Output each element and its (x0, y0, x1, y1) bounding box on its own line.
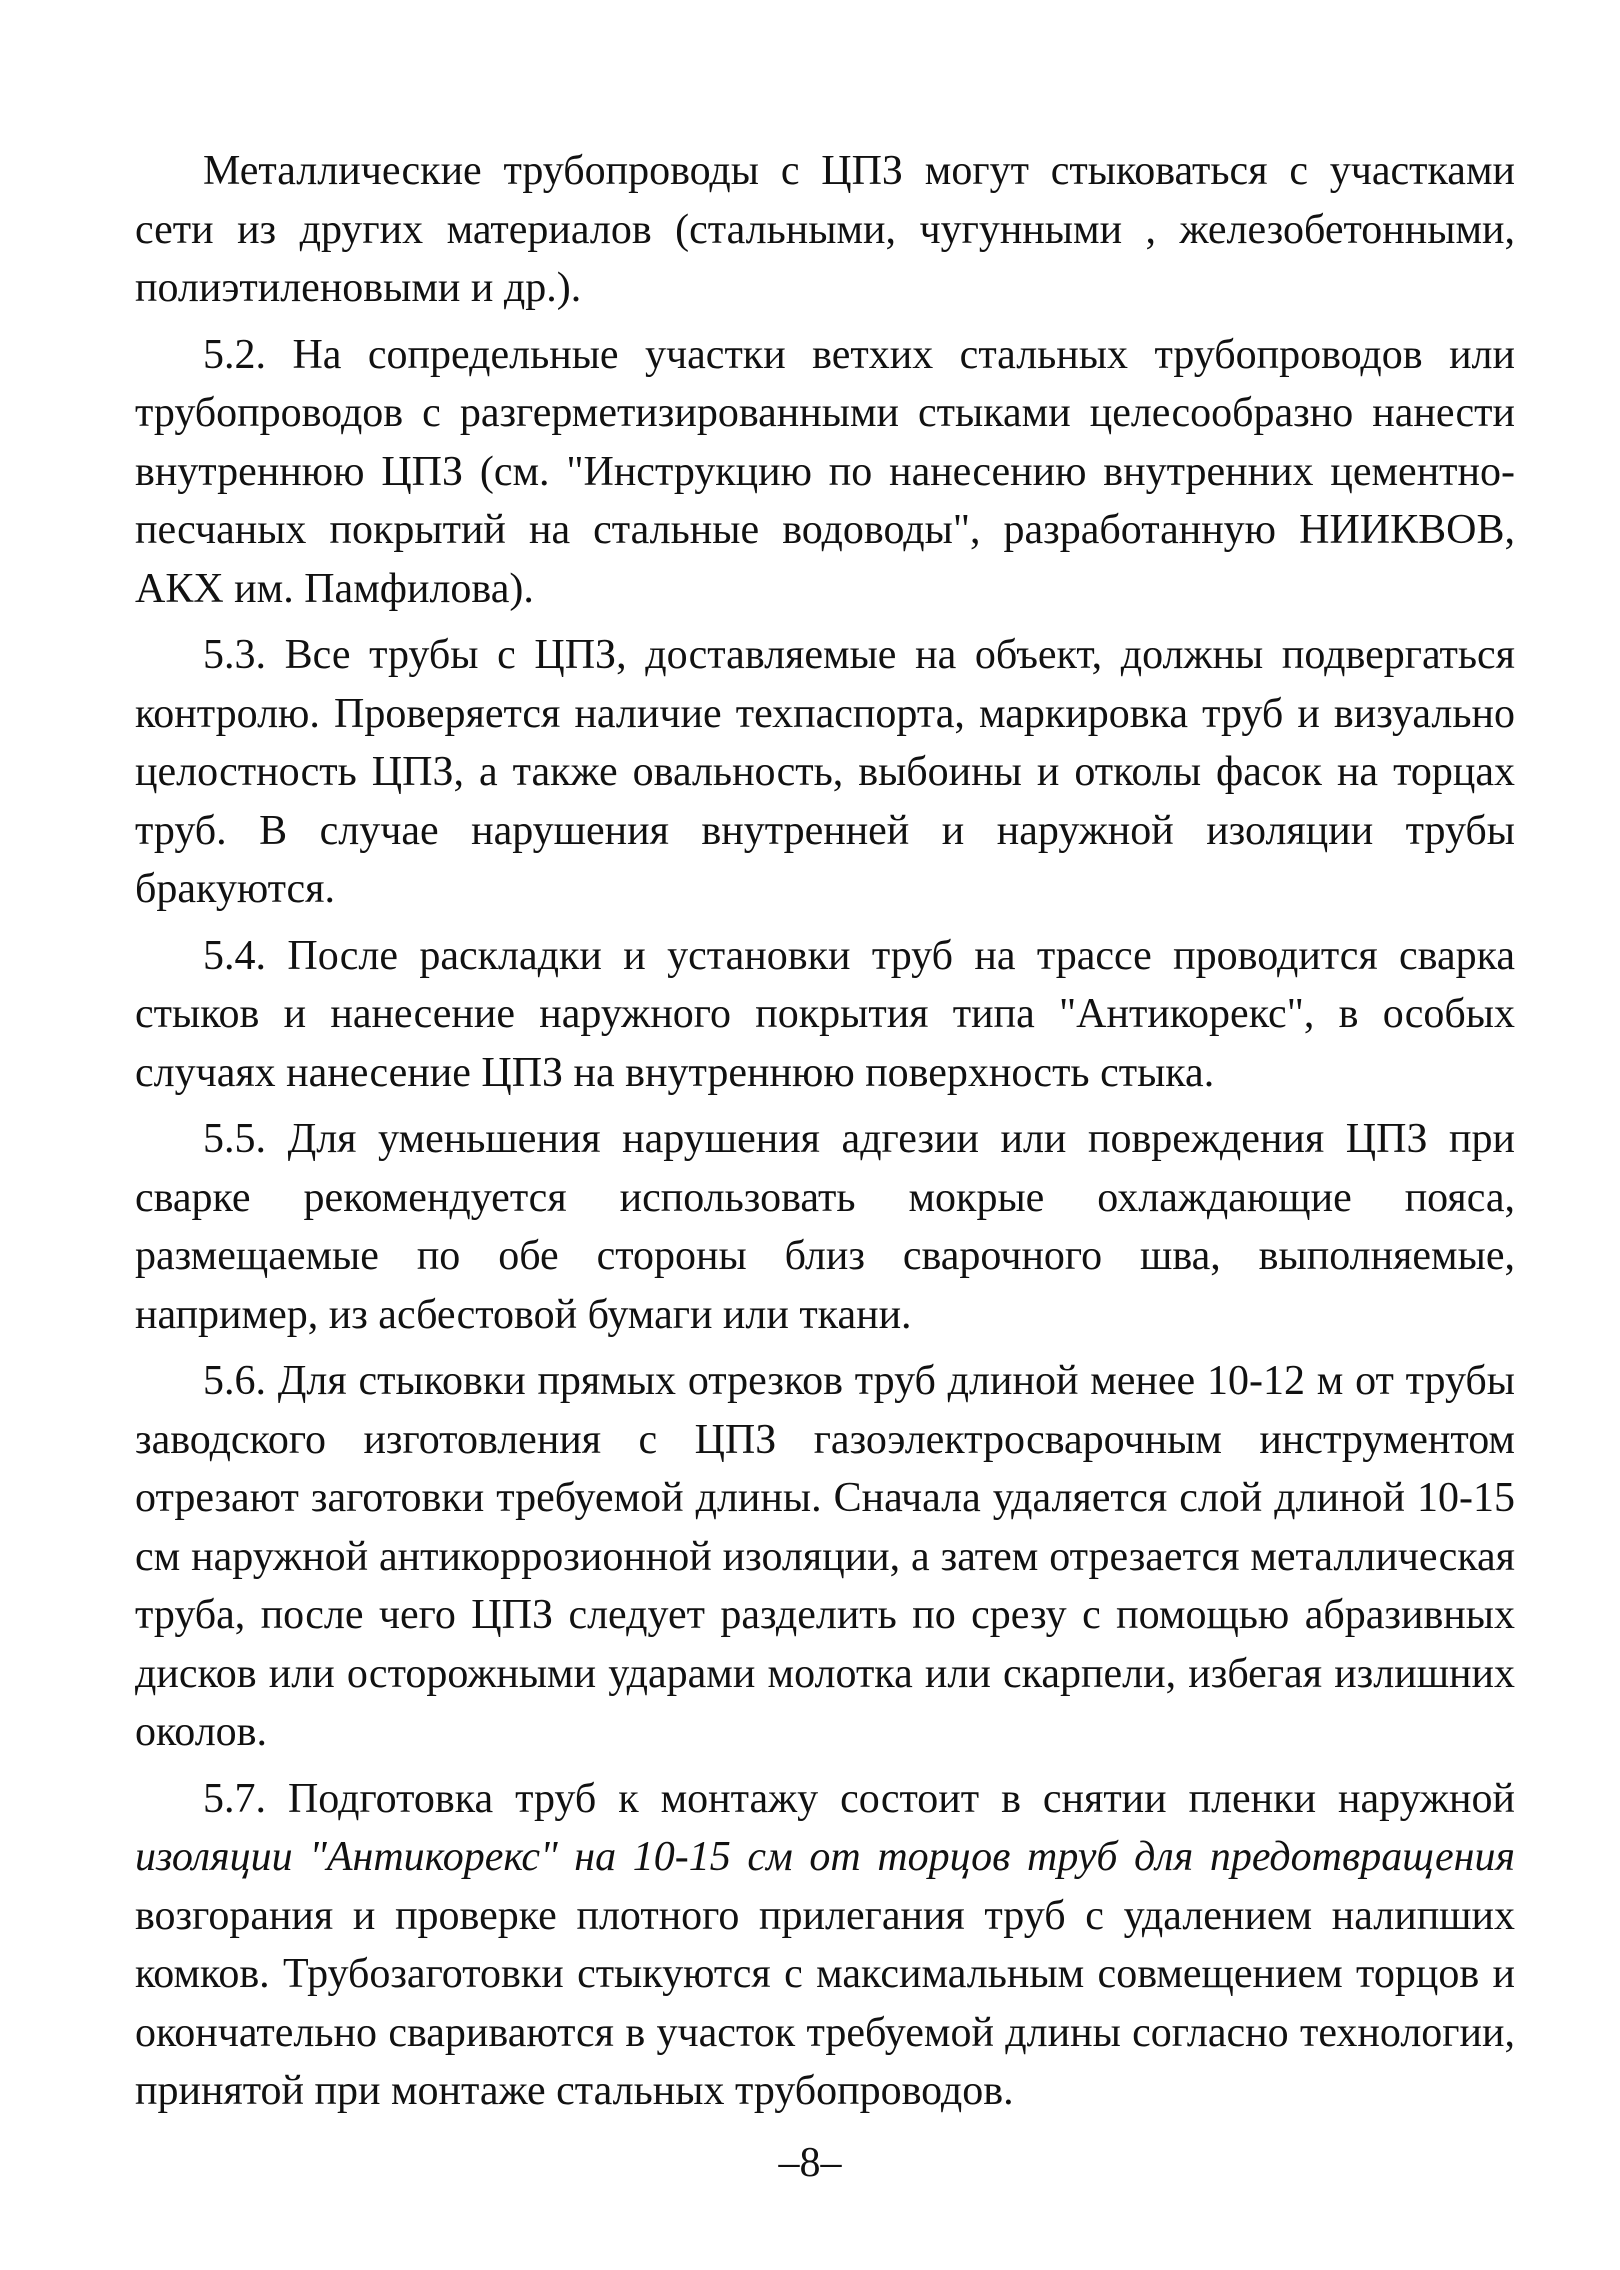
paragraph-5-5: 5.5. Для уменьшения нарушения адгезии или повреждения ЦПЗ при сварке рекомендуется использовать мокрые охлаждающие пояса, размещаемые по обе стороны близ сварочного шва, выполняемые, например, из асбестовой бумаги или ткани. (135, 1116, 1515, 1338)
document-body (135, 142, 1515, 2129)
paragraph-5-1-continuation: Металлические трубопроводы с ЦПЗ могут стыковаться с участками сети из других материалов (стальными, чугунными , железобетонными, полиэтиленовыми и др.). (135, 148, 1515, 311)
paragraph-5-3: 5.3. Все трубы с ЦПЗ, доставляемые на объект, должны подвергаться контролю. Проверяется наличие техпаспорта, маркировка труб и визуально целостность ЦПЗ, а также овальность, выбоины и отколы фасок на торцах труб. В случае нарушения внутренней и наружной изоляции трубы бракуются. (135, 632, 1515, 912)
paragraph-5-7 (135, 1770, 1515, 2121)
page-number: –8– (778, 2140, 842, 2186)
paragraph-5-4: 5.4. После раскладки и установки труб на трассе проводится сварка стыков и нанесение наружного покрытия типа "Антикорекс", в особых случаях нанесение ЦПЗ на внутреннюю поверхность стыка. (135, 932, 1515, 1096)
paragraph-5-2: 5.2. На сопредельные участки ветхих стальных трубопроводов или трубопроводов с разгерметизированными стыками целесообразно нанести внутреннюю ЦПЗ (см. "Инструкцию по нанесению внутренних цементно-песчаных покрытий на стальные водоводы", разработанную НИИКВОВ, АКХ им. Памфилова). (135, 331, 1515, 612)
paragraph-5-7-italic-run: изоляции "Антикорекс" на 10-15 см от торцов труб для предотвращения (135, 1834, 1515, 1880)
paragraph-5-6: 5.6. Для стыковки прямых отрезков труб длиной менее 10-12 м от трубы заводского изготовления с ЦПЗ газоэлектросварочным инструментом отрезают заготовки требуемой длины. Сначала удаляется слой длиной 10-15 см наружной антикоррозионной изоляции, а затем отрезается металлическая труба, после чего ЦПЗ следует разделить по срезу с помощью абразивных дисков или осторожными ударами молотка или скарпели, избегая излишних околов. (135, 1358, 1515, 1755)
paragraph-5-7-end: возгорания и проверке плотного прилегания труб с удалением налипших комков. Трубозаготовки стыкуются с максимальным совмещением торцов и окончательно свариваются в участок требуемой длины согласно технологии, принятой при монтаже стальных трубопроводов. (135, 1892, 1515, 2114)
paragraph-5-7-start: 5.7. Подготовка труб к монтажу состоит в снятии пленки наружной (203, 1775, 1515, 1822)
